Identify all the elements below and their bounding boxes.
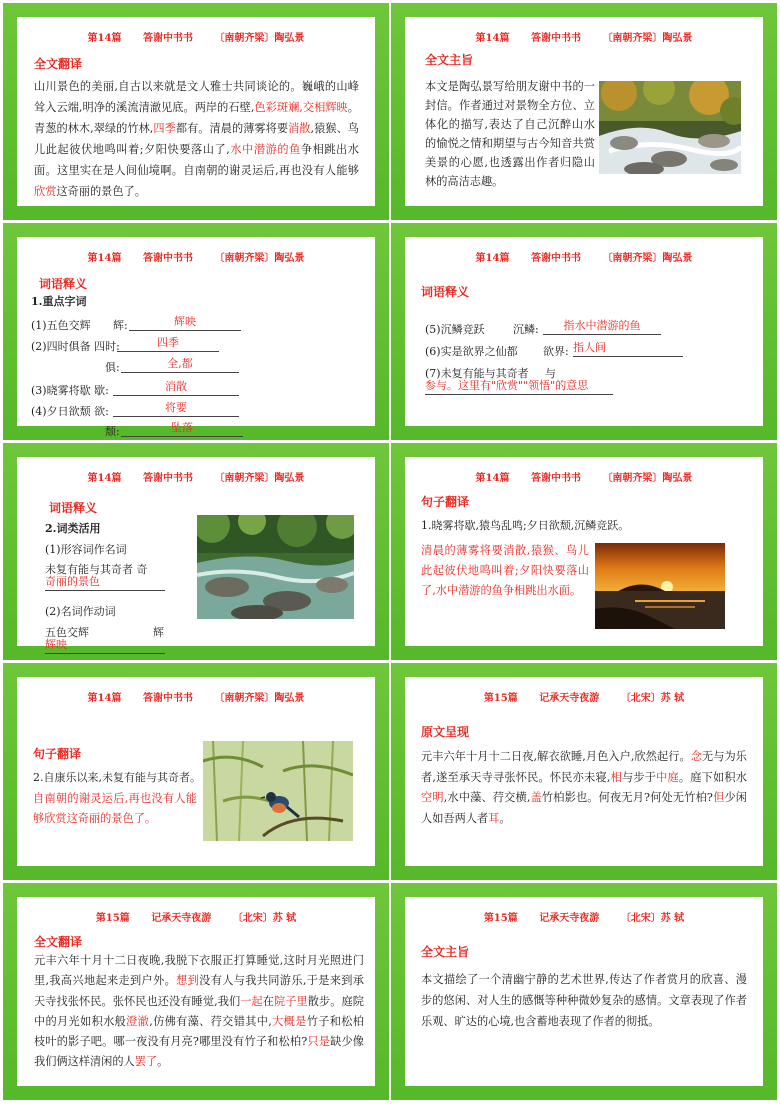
text-run: 。庭下如积水 xyxy=(678,770,747,784)
usage-question: 未复有能与其奇者 奇 xyxy=(45,563,148,576)
vocab-question: (1)五色交辉 xyxy=(31,319,91,332)
slide-header xyxy=(405,689,763,704)
translation-text xyxy=(34,76,359,202)
section-heading: 原文呈现 xyxy=(421,725,470,739)
slide-header xyxy=(17,689,375,704)
sentence-answer: 清晨的薄雾将要消散,猿猴、鸟儿此起彼伏地鸣叫着;夕阳快要落山了,水中潜游的鱼争相跳出水面。 xyxy=(421,544,589,597)
text-run: 少闲人如吾两人者 xyxy=(421,791,747,825)
lesson-title: 答谢中书书 xyxy=(142,253,193,264)
subsection-heading: 2.词类活用 xyxy=(45,522,101,535)
text-run: 。 xyxy=(157,1055,169,1069)
slide-1[interactable] xyxy=(3,3,389,220)
slide-card xyxy=(17,17,375,206)
highlighted-text: 澄澈 xyxy=(126,1014,150,1028)
answer-blank: 将要 xyxy=(113,401,239,417)
lesson-title: 记承天寺夜游 xyxy=(151,913,212,924)
answer-blank: 全,都 xyxy=(121,357,239,373)
answer-blank: 消散 xyxy=(113,380,239,396)
answer-blank: 参与。这里有"欣赏""领悟"的意思 xyxy=(425,379,613,395)
text-run: 竹子和松柏枝叶的影子吧。哪一夜没有月亮?哪里没有竹子和松柏? xyxy=(34,1014,364,1049)
slide-card xyxy=(17,677,375,866)
slide-6[interactable] xyxy=(391,443,777,660)
lesson-author: 〔南朝齐梁〕陶弘景 xyxy=(214,693,305,704)
subsection-heading: 1.重点字词 xyxy=(31,295,87,308)
lesson-title: 记承天寺夜游 xyxy=(539,913,600,924)
text-run: 山川景色的美丽,自古以来就是文人雅士共同谈论的。巍峨的山峰耸入云端,明净的溪流清澈见底。两岸的石壁, xyxy=(34,80,359,114)
text-run: 元丰六年十月十二日夜晚,我脱下衣服正打算睡觉,这时月光照进门里,我高兴地起来走到户外。 xyxy=(34,954,364,988)
vocab-question: (5)沉鳞竞跃 xyxy=(425,323,485,336)
highlighted-text: 消散 xyxy=(288,122,311,135)
usage-question: 五色交辉 xyxy=(45,626,89,639)
section-heading: 全文主旨 xyxy=(421,945,470,959)
answer-blank: 奇丽的景色 xyxy=(45,575,165,591)
photo-sunset-sea xyxy=(595,543,725,629)
sentence-question: 1.晓雾将歇,猿鸟乱鸣;夕日欲颓,沉鳞竞跃。 xyxy=(421,519,630,532)
slide-header xyxy=(17,29,375,44)
text-run: 缺少像我们俩这样清闲的人 xyxy=(34,1035,364,1069)
answer-blank: 坠落 xyxy=(121,421,243,437)
lesson-author: 〔南朝齐梁〕陶弘景 xyxy=(214,33,305,44)
slide-header xyxy=(17,249,375,264)
text-run: ,猿猴、鸟儿此起彼伏地鸣叫着;夕阳快要落山了, xyxy=(34,122,359,156)
vocab-question: (7)未复有能与其奇者 xyxy=(425,367,529,380)
sentence-question: 2.自康乐以来,未复有能与其奇者。 xyxy=(33,771,201,784)
slide-3[interactable] xyxy=(3,223,389,440)
original-text xyxy=(421,747,747,829)
section-heading: 词语释义 xyxy=(39,277,88,291)
vocab-question: (2)四时俱备 四时: xyxy=(31,340,120,353)
lesson-author: 〔南朝齐梁〕陶弘景 xyxy=(214,473,305,484)
photo-bird-bamboo xyxy=(203,741,353,841)
slide-8[interactable] xyxy=(391,663,777,880)
lesson-title: 答谢中书书 xyxy=(530,253,581,264)
slide-card xyxy=(405,237,763,426)
vocab-question: (4)夕日欲颓 欲: xyxy=(31,405,109,418)
photo-mountain-stream xyxy=(599,81,741,174)
lesson-title: 记承天寺夜游 xyxy=(539,693,600,704)
slide-card xyxy=(405,457,763,646)
vocab-key: 沉鳞: xyxy=(513,323,539,336)
lesson-author: 〔南朝齐梁〕陶弘景 xyxy=(602,473,693,484)
chapter-number: 第14篇 xyxy=(87,473,122,484)
text-run: 都有。清晨的薄雾将要 xyxy=(175,122,289,135)
chapter-number: 第14篇 xyxy=(87,693,122,704)
slide-9[interactable] xyxy=(3,883,389,1100)
text-run: 在 xyxy=(262,994,274,1008)
chapter-number: 第14篇 xyxy=(87,33,122,44)
chapter-number: 第14篇 xyxy=(475,33,510,44)
chapter-number: 第14篇 xyxy=(475,473,510,484)
slide-header xyxy=(405,469,763,484)
highlighted-text: 中庭 xyxy=(656,770,679,784)
slide-header xyxy=(405,249,763,264)
answer-blank: 指人间 xyxy=(573,341,683,357)
highlighted-text: 念 xyxy=(690,750,703,763)
slide-header xyxy=(405,29,763,44)
highlighted-text: 盖 xyxy=(530,791,542,804)
vocab-key: 欲界: xyxy=(543,345,569,358)
text-run: 这奇丽的景色了。 xyxy=(56,185,146,198)
slide-header xyxy=(405,909,763,924)
vocab-key: 辉: xyxy=(113,319,128,332)
chapter-number: 第14篇 xyxy=(87,253,122,264)
highlighted-text: 院子里 xyxy=(273,994,308,1008)
chapter-number: 第15篇 xyxy=(95,913,130,924)
text-run: 没有人与我共同游乐,于是来到承天寺找张怀民。张怀民也还没有睡觉,我们 xyxy=(34,974,364,1008)
slide-card xyxy=(405,897,763,1086)
usage-heading: (2)名词作动词 xyxy=(45,605,116,618)
text-run: 。 xyxy=(499,811,511,825)
answer-blank: 辉映 xyxy=(129,315,241,331)
slide-10[interactable] xyxy=(391,883,777,1100)
usage-key: 辉 xyxy=(153,626,164,639)
slide-header xyxy=(17,469,375,484)
highlighted-text: 耳 xyxy=(488,811,500,825)
vocab-question: (6)实是欲界之仙都 xyxy=(425,345,518,358)
slide-card xyxy=(405,677,763,866)
slide-card xyxy=(17,457,375,651)
highlighted-text: 但 xyxy=(712,791,725,804)
highlighted-text: 水中潜游的鱼 xyxy=(229,143,301,156)
highlighted-text: 空明 xyxy=(421,791,444,804)
slide-header xyxy=(17,909,375,924)
lesson-author: 〔南朝齐梁〕陶弘景 xyxy=(602,253,693,264)
text-run: 散步。庭院中的月光如积水般 xyxy=(34,994,364,1028)
translation-text xyxy=(34,951,364,1073)
lesson-title: 答谢中书书 xyxy=(142,693,193,704)
text-run: 无与为乐者,遂至承天寺寻张怀民。怀民亦未寝, xyxy=(421,750,747,784)
vocab-question: (3)晓雾将歇 歇: xyxy=(31,384,109,397)
highlighted-text: 一起 xyxy=(240,994,263,1008)
theme-text: 本文描绘了一个清幽宁静的艺术世界,传达了作者赏月的欣喜、漫步的悠闲、对人生的感慨等种种微妙复杂的感情。文章表现了作者乐观、旷达的心境,也含蓄地表现了作者的彻抵。 xyxy=(421,973,747,1028)
lesson-author: 〔北宋〕苏 轼 xyxy=(232,913,297,924)
lesson-author: 〔北宋〕苏 轼 xyxy=(620,913,685,924)
text-run: 争相跳出水面。这里实在是人间仙境啊。自南朝的谢灵运后,再也没有人能够 xyxy=(34,143,359,177)
highlighted-text: 四季 xyxy=(153,122,176,135)
section-heading: 全文翻译 xyxy=(34,935,83,949)
section-heading: 词语释义 xyxy=(49,501,98,515)
text-run: ,仿佛有藻、荇交错其中, xyxy=(149,1014,272,1028)
answer-blank: 四季 xyxy=(117,336,219,352)
section-heading: 词语释义 xyxy=(421,285,470,299)
lesson-title: 答谢中书书 xyxy=(142,473,193,484)
answer-blank: 指水中潜游的鱼 xyxy=(543,319,661,335)
vocab-key: 俱: xyxy=(105,361,120,374)
answer-blank: 辉映 xyxy=(45,638,165,654)
theme-text: 本文是陶弘景写给朋友谢中书的一封信。作者通过对景物全方位、立体化的描写,表达了自己沉醉山水的愉悦之情和期望与古今知音共赏美景的心愿,也透露出作者归隐山林的高洁志趣。 xyxy=(425,80,595,188)
chapter-number: 第15篇 xyxy=(483,693,518,704)
text-run: 竹柏影也。何夜无月?何处无竹柏? xyxy=(541,791,713,804)
highlighted-text: 罢了 xyxy=(134,1055,158,1069)
highlighted-text: 欣赏 xyxy=(34,185,57,198)
lesson-title: 答谢中书书 xyxy=(142,33,193,44)
slide-5[interactable] xyxy=(3,443,389,660)
highlighted-text: 大概是 xyxy=(271,1014,307,1028)
text-run: ,水中藻、荇交横, xyxy=(443,791,531,804)
lesson-author: 〔北宋〕苏 轼 xyxy=(620,693,685,704)
section-heading: 句子翻译 xyxy=(421,495,470,509)
slide-2[interactable] xyxy=(391,3,777,220)
photo-rocky-creek xyxy=(197,515,354,619)
slide-card xyxy=(17,897,375,1086)
text-run: 。青葱的林木,翠绿的竹林, xyxy=(34,101,359,135)
slide-card xyxy=(17,237,375,438)
highlighted-text: 色彩斑斓,交相辉映 xyxy=(254,101,348,114)
slide-4[interactable] xyxy=(391,223,777,440)
highlighted-text: 想到 xyxy=(176,974,200,988)
chapter-number: 第14篇 xyxy=(475,253,510,264)
lesson-author: 〔南朝齐梁〕陶弘景 xyxy=(214,253,305,264)
slide-card xyxy=(405,17,763,206)
chapter-number: 第15篇 xyxy=(483,913,518,924)
sentence-answer: 自南朝的谢灵运后,再也没有人能够欣赏这奇丽的景色了。 xyxy=(33,792,197,825)
vocab-key: 颓: xyxy=(105,425,120,438)
lesson-title: 答谢中书书 xyxy=(530,473,581,484)
lesson-title: 答谢中书书 xyxy=(530,33,581,44)
highlighted-text: 只是 xyxy=(307,1035,331,1049)
highlighted-text: 相 xyxy=(610,770,622,784)
section-heading: 句子翻译 xyxy=(33,747,82,761)
text-run: 元丰六年十月十二日夜,解衣欲睡,月色入户,欣然起行。 xyxy=(421,750,691,763)
vocab-key: 与 xyxy=(545,367,556,380)
section-heading: 全文主旨 xyxy=(425,53,474,67)
slide-7[interactable] xyxy=(3,663,389,880)
text-run: 与步于 xyxy=(621,770,657,784)
usage-heading: (1)形容词作名词 xyxy=(45,543,127,556)
section-heading: 全文翻译 xyxy=(34,57,83,71)
lesson-author: 〔南朝齐梁〕陶弘景 xyxy=(602,33,693,44)
